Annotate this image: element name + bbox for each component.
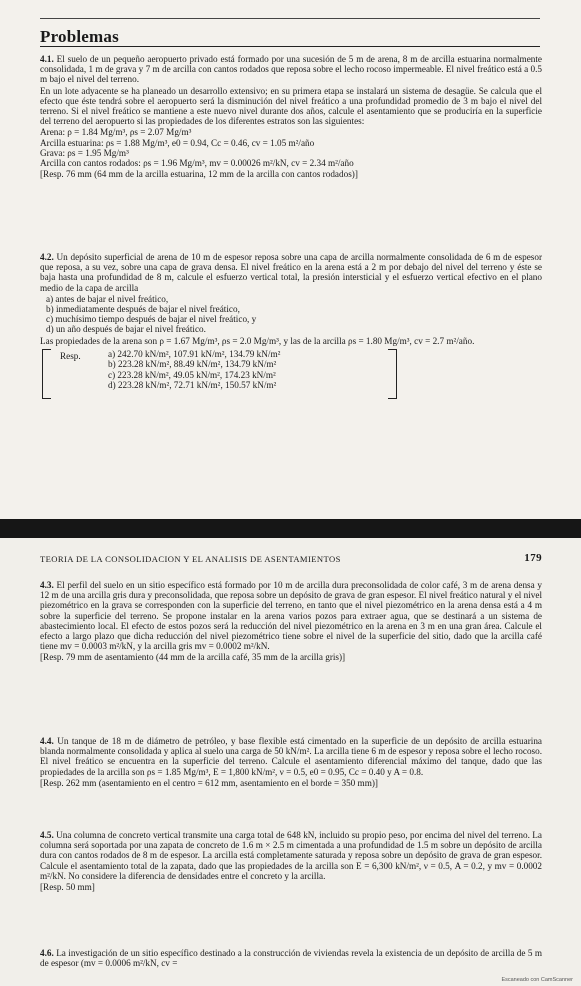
property-line: Arcilla con cantos rodados: ρs = 1.96 Mg/m³, mv = 0.00026 m²/kN, cv = 2.34 m²/año xyxy=(40,158,354,169)
running-head xyxy=(40,554,542,564)
problem-text: El suelo de un pequeño aeropuerto privado está formado por una sucesión de 5 m de arena, 8 m de arcilla estuarina normalmente consolidada, 1 m de grava y 7 m de arcilla con cantos rodados que reposa sobre el lecho rocoso impermeable. El nivel freático está a 0.5 m bajo el nivel del terreno. xyxy=(40,54,543,85)
problem-4-1-statement xyxy=(40,54,542,85)
problem-4-2-properties: Las propiedades de la arena son ρ = 1.67 Mg/m³, ρs = 2.0 Mg/m³, y las de la arcilla ρs = 1.80 Mg/m³, cv = 2.7 m²/año. xyxy=(40,335,475,346)
problem-number: 4.3. xyxy=(40,580,54,590)
problem-4-1-statement-2: En un lote adyacente se ha planeado un desarrollo extensivo; en su primera etapa se instalará un sistema de desagüe. Se calcula que el efecto que éste tendrá sobre el aeropuerto será la disminución del nivel freático a una profundidad promedio de 3 m bajo el nivel del terreno. Si el nivel freático se mantiene a este nuevo nivel durante dos años, calcule el asentamiento que se produciría en la superficie del terreno del aeropuerto si las propiedades de los diferentes estratos son las siguientes: xyxy=(40,85,542,127)
section-title: Problemas xyxy=(40,27,119,46)
problem-4-4-statement xyxy=(40,736,542,777)
problem-4-5 xyxy=(40,830,542,893)
problem-4-3-statement xyxy=(40,580,542,651)
problem-4-3-answer: [Resp. 79 mm de asentamiento (44 mm de la arcilla café, 35 mm de la arcilla gris)] xyxy=(40,652,346,663)
problem-number: 4.2. xyxy=(40,252,54,262)
problem-text: Una columna de concreto vertical transmite una carga total de 648 kN, incluido su propio peso, por encima del nivel del terreno. La columna será soportada por una zapata de concreto de 1.6 m × 2.5 m cimentada a una profundidad de 1.5 m sobre un depósito de arcilla dura con cantos rodados de 8 m de espesor. La arcilla está completamente saturada y reposa sobre un depósito de grava de gran espesor. Calcule el asentamiento total de la zapata, dado que las propiedades de la arcilla son E = 6,300 kN/m², ν = 0.5, A = 0.2, y mv = 0.0002 m²/kN. No considere la diferencia de densidades entre el concreto y la arcilla. xyxy=(40,830,542,881)
problem-number: 4.6. xyxy=(40,948,54,958)
problem-4-2-statement xyxy=(40,252,542,293)
page-number: 179 xyxy=(524,552,542,564)
answer-line: d) 223.28 kN/m², 72.71 kN/m², 150.57 kN/m² xyxy=(108,380,277,391)
property-line: Grava: ρs = 1.95 Mg/m³ xyxy=(40,147,129,158)
list-item: b) inmediatamente después de bajar el nivel freático, xyxy=(46,304,240,315)
problem-4-2-answer xyxy=(40,349,542,399)
problem-4-2 xyxy=(40,252,542,399)
problem-text: La investigación de un sitio específico destinado a la construcción de viviendas revela la existencia de un depósito de arcilla de 5 m de espesor (mv = 0.0006 m²/kN, cv = xyxy=(40,948,543,969)
problem-4-5-answer: [Resp. 50 mm] xyxy=(40,882,95,893)
problem-number: 4.1. xyxy=(40,54,54,64)
list-item: d) un año después de bajar el nivel freático. xyxy=(46,324,206,335)
answer-lines xyxy=(108,349,280,391)
top-rule xyxy=(40,18,540,19)
problem-4-5-statement xyxy=(40,830,542,881)
problem-4-6 xyxy=(40,948,542,969)
answer-line: c) 223.28 kN/m², 49.05 kN/m², 174.23 kN/m² xyxy=(108,369,276,380)
problem-4-6-statement xyxy=(40,948,542,968)
problem-4-4 xyxy=(40,736,542,789)
bottom-page xyxy=(0,538,581,986)
problem-number: 4.4. xyxy=(40,736,54,746)
problem-text: Un depósito superficial de arena de 10 m de espesor reposa sobre una capa de arcilla normalmente consolidada de 6 m de espesor que reposa, a su vez, sobre una capa de grava densa. El nivel freático en la arena está a 2 m por debajo del nivel del terreno y éste se baja hasta una profundidad de 8 m, calcule el esfuerzo vertical total, la presión intersticial y el esfuerzo vertical efectivo en el plano medio de la capa de arcilla xyxy=(40,252,543,293)
page-gap xyxy=(0,519,581,538)
title-rule xyxy=(40,46,540,47)
problem-4-4-answer: [Resp. 262 mm (asentamiento en el centro = 612 mm, asentamiento en el borde = 350 mm)] xyxy=(40,777,378,788)
problem-number: 4.5. xyxy=(40,830,54,840)
right-bracket xyxy=(388,349,397,399)
problem-4-1 xyxy=(40,54,542,180)
scanner-watermark: Escaneado con CamScanner xyxy=(501,977,573,983)
problem-text: Un tanque de 18 m de diámetro de petróleo, y base flexible está cimentado en la superficie de un depósito de arcilla estuarina blanda normalmente consolidada y aplica al suelo una carga de 50 kN/m². La arcilla tiene 6 m de espesor y reposa sobre el lecho rocoso. El nivel freático se encuentra en la superficie del terreno. Calcule el asentamiento diferencial máximo del tanque, dado que las propiedades de la arcilla son ρs = 1.85 Mg/m³, E = 1,800 kN/m², ν = 0.5, e0 = 0.95, Cc = 0.40 y A = 0.8. xyxy=(40,736,542,777)
property-line: Arcilla estuarina: ρs = 1.88 Mg/m³, e0 = 0.94, Cc = 0.46, cv = 1.05 m²/año xyxy=(40,137,315,148)
list-item: a) antes de bajar el nivel freático, xyxy=(46,293,169,304)
left-bracket xyxy=(42,349,51,399)
answer-line: a) 242.70 kN/m², 107.91 kN/m², 134.79 kN/m² xyxy=(108,348,281,359)
property-line: Arena: ρ = 1.84 Mg/m³, ρs = 2.07 Mg/m³ xyxy=(40,127,192,138)
problem-4-3 xyxy=(40,580,542,664)
problem-4-1-answer: [Resp. 76 mm (64 mm de la arcilla estuarina, 12 mm de la arcilla con cantos rodados)] xyxy=(40,169,358,180)
answer-line: b) 223.28 kN/m², 88.49 kN/m², 134.79 kN/m² xyxy=(108,359,277,370)
answer-label: Resp. xyxy=(60,350,81,361)
problem-4-2-parts xyxy=(40,294,542,335)
problem-text: El perfil del suelo en un sitio específico está formado por 10 m de arcilla dura preconsolidada de color café, 3 m de arena densa y 12 m de una arcilla gris dura y preconsolidada, que reposa sobre un depósito de grava de gran espesor. El nivel freático natural y el nivel piezométrico en la grava se corresponden con la superficie del terreno, en tanto que el nivel piezométrico en la arena densa está a 4 m sobre la superficie del terreno. Se propone instalar en la arena varios pozos para extraer agua, que se destinará a un sistema de abastecimiento local. El efecto de estos pozos será la reducción del nivel piezométrico en la arena en 3 m en una gran área. Calcule el efecto a largo plazo que dicha reducción del nivel piezométrico tiene sobre el nivel de la superficie del sitio, dado que la arcilla café tiene mv = 0.0003 m²/kN, y la arcilla gris mv = 0.0002 m²/kN. xyxy=(40,580,543,652)
running-head-title: TEORIA DE LA CONSOLIDACION Y EL ANALISIS DE ASENTAMIENTOS xyxy=(40,554,341,564)
list-item: c) muchísimo tiempo después de bajar el nivel freático, y xyxy=(46,314,257,325)
